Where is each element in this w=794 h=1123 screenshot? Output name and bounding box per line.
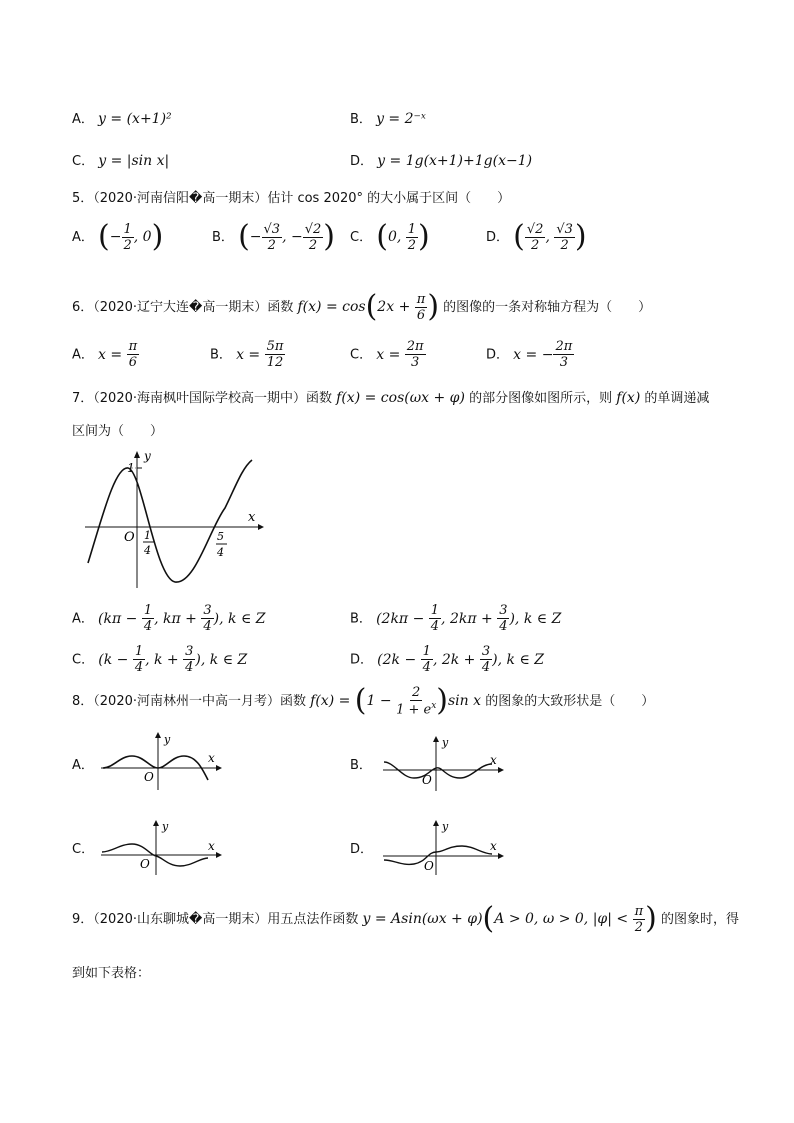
q6-option-c: C． x = $\frac{2\pi}{3}$ [350,339,424,370]
svg-text:O: O [424,859,434,873]
option-label: B． [210,347,232,363]
q7-stem-line2: 区间为（ ） [72,424,164,439]
q5-option-d: D． ( $\frac{√2}{2}$ , $\frac{√3}{2}$ ) [486,219,587,254]
y-axis-arrow [134,451,140,458]
q6-stem-pre: 6．（2020·辽宁大连�高一期末）函数 [72,300,294,315]
q6-stem-post: 的图像的一条对称轴方程为（ ） [443,300,652,315]
svg-text:O: O [140,857,150,871]
svg-text:y: y [442,820,449,833]
q8-graph-a [98,732,223,792]
option-label: D． [486,230,510,245]
q7-graph [80,448,265,593]
option-label: C． [72,154,95,169]
q7-option-c: C． (k − $\frac{1}{4}$ , k + $\frac{3}{4}$ ), k ∈ Z [72,644,248,675]
q8-option-a-label: A． [72,758,94,773]
option-label: B． [212,230,234,245]
svg-text:O: O [144,770,154,784]
q5-option-c: C． (0, $\frac{1}{2}$ ) [350,219,430,254]
q4-option-d [350,150,532,169]
svg-text:x: x [208,839,215,853]
option-label: D． [350,652,374,668]
q4-option-c [72,150,169,169]
q8-option-b-label: B． [350,758,372,773]
q7-option-b: B． (2kπ − $\frac{1}{4}$ , 2kπ + $\frac{3}{4}$ ), k ∈ Z [350,603,562,634]
q8-graph-d [380,820,505,876]
q9-stem-line2: 到如下表格： [72,966,151,981]
option-label: D． [486,347,510,363]
svg-text:y: y [162,820,169,833]
q7-stem-mid: 的部分图像如图所示，则 [469,391,613,406]
q8-graph-b [380,736,505,792]
q6-option-b: B． x = $\frac{5\pi}{12}$ [210,339,284,370]
q6-stem: 6．（2020·辽宁大连�高一期末）函数 f(x) = cos(2x + $\frac{\pi}{6}$ ) 的图像的一条对称轴方程为（ ） [72,289,652,324]
option-label: B． [350,112,372,127]
q4-option-a-expr: y = (x+1)² [98,111,172,127]
svg-text:y: y [442,736,449,749]
svg-text:x: x [490,839,497,853]
option-label: A． [72,112,94,127]
option-label: C． [72,652,95,668]
q5-option-a: A． (− $\frac{1}{2}$ , 0) [72,219,164,254]
q9-stem: 9．（2020·山东聊城�高一期末）用五点法作函数 y = Asin(ωx + φ)(A > 0, ω > 0, |φ| < $\frac{\pi}{2}$ ) 的图象时，得 [72,901,739,936]
q6-option-d: D． x = − $\frac{2\pi}{3}$ [486,339,573,370]
x2-den: 4 [217,546,224,559]
q6-option-a: A． x = $\frac{\pi}{6}$ [72,339,138,370]
q7-option-d: D． (2k − $\frac{1}{4}$ , 2k + $\frac{3}{4}$ ), k ∈ Z [350,644,545,675]
y-axis-label: y [144,449,151,463]
q8-stem-post: 的图象的大致形状是（ ） [485,694,655,710]
q8-option-c-label: C． [72,842,95,857]
q7-stem-pre: 7．（2020·海南枫叶国际学校高一期中）函数 [72,391,332,406]
option-label: C． [350,230,373,245]
q7-option-a: A． (kπ − $\frac{1}{4}$ , kπ + $\frac{3}{4}$ ), k ∈ Z [72,603,266,634]
option-label: A． [72,611,94,627]
x-axis-arrow [258,524,264,530]
option-label: B． [350,611,372,627]
q8-option-d-label: D． [350,842,374,857]
q5-stem: 5．（2020·河南信阳�高一期末）估计 cos 2020° 的大小属于区间（ ） [72,191,511,206]
q7-stem-post: 的单调递减 [644,391,710,406]
q9-stem-pre: 9．（2020·山东聊城�高一期末）用五点法作函数 [72,912,359,927]
q8-stem: 8．（2020·河南林州一中高一月考）函数 f(x) = (1 − $\frac{2}{1 + e^x}$ )sin x 的图象的大致形状是（ ） [72,683,655,719]
cosine-curve [88,460,252,582]
q4-option-a [72,108,172,127]
option-label: C． [350,347,373,363]
q4-option-d-expr: y = 1g(x+1)+1g(x−1) [377,153,533,169]
origin-label: O [124,530,135,545]
svg-text:x: x [208,751,215,765]
option-label: A． [72,347,94,363]
q7-stem: 7．（2020·海南枫叶国际学校高一期中）函数 f(x) = cos(ωx + φ) 的部分图像如图所示，则 f(x) 的单调递减 [72,390,710,406]
tick-one-label: 1 [127,461,135,475]
svg-text:y: y [164,733,171,746]
option-label: D． [350,154,374,169]
q5-option-b: B． (− $\frac{√3}{2}$ , − $\frac{√2}{2}$ ) [212,219,335,254]
x1-num: 1 [144,529,151,542]
q4-option-b-expr: y = 2⁻ˣ [376,111,426,127]
q9-stem-post: 的图象时，得 [660,912,739,927]
q8-graph-c [98,820,223,876]
x2-num: 5 [217,530,224,543]
q4-option-c-expr: y = |sin x| [98,153,170,169]
x1-den: 4 [144,544,151,557]
q8-stem-pre: 8．（2020·河南林州一中高一月考）函数 [72,694,306,710]
x-axis-label: x [248,510,256,525]
svg-text:x: x [490,753,497,767]
svg-text:O: O [422,773,432,787]
option-label: A． [72,230,94,245]
q4-option-b [350,108,426,127]
